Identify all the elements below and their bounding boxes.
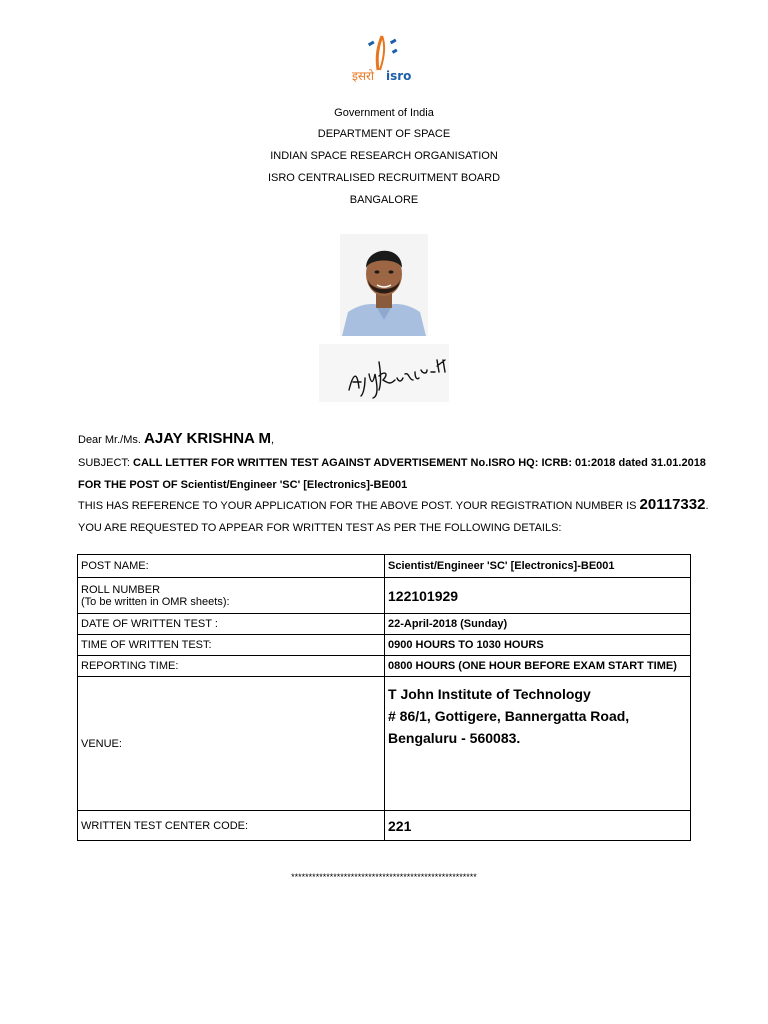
table-row (78, 555, 691, 578)
post-line: FOR THE POST OF Scientist/Engineer 'SC' [Electronics]-BE001 (78, 479, 408, 491)
post-name-value: Scientist/Engineer 'SC' [Electronics]-BE001 (385, 555, 691, 578)
header-line-1: Government of India (334, 107, 434, 119)
table-row (78, 811, 691, 841)
reference-text: THIS HAS REFERENCE TO YOUR APPLICATION FOR THE ABOVE POST. YOUR REGISTRATION NUMBER IS (78, 500, 637, 512)
venue-line-2: # 86/1, Gottigere, Bannergatta Road, (388, 708, 630, 724)
candidate-name: AJAY KRISHNA M (144, 430, 271, 447)
reporting-label: REPORTING TIME: (78, 656, 385, 677)
table-row (78, 635, 691, 656)
header-line-3: INDIAN SPACE RESEARCH ORGANISATION (270, 150, 498, 162)
logo-hindi-text: इसरो (352, 69, 375, 83)
venue-line-3: Bengaluru - 560083. (388, 730, 521, 746)
reporting-value: 0800 HOURS (ONE HOUR BEFORE EXAM START TIME) (385, 656, 691, 677)
candidate-signature (319, 344, 449, 402)
reference-line (78, 498, 709, 513)
table-row (78, 656, 691, 677)
footer-separator: ***************************************************** (291, 872, 477, 882)
name-suffix: , (271, 434, 275, 446)
logo-english-text: isro (386, 69, 412, 83)
isro-logo (348, 34, 420, 88)
venue-value (385, 677, 691, 811)
time-label: TIME OF WRITTEN TEST: (78, 635, 385, 656)
table-row (78, 677, 691, 811)
subject-label: SUBJECT: (78, 457, 130, 469)
reference-suffix: . (705, 500, 709, 512)
header-line-4: ISRO CENTRALISED RECRUITMENT BOARD (267, 172, 501, 184)
date-label: DATE OF WRITTEN TEST : (78, 614, 385, 635)
roll-number-label-cell (78, 578, 385, 614)
center-code-label: WRITTEN TEST CENTER CODE: (78, 811, 385, 841)
roll-number-label: ROLL NUMBER (81, 583, 161, 596)
subject-text: CALL LETTER FOR WRITTEN TEST AGAINST ADVERTISEMENT No.ISRO HQ: ICRB: 01:2018 dated 31.01.2018 (133, 457, 706, 469)
request-line: YOU ARE REQUESTED TO APPEAR FOR WRITTEN TEST AS PER THE FOLLOWING DETAILS: (78, 522, 562, 534)
roll-number-sublabel: (To be written in OMR sheets): (81, 595, 230, 608)
table-row (78, 614, 691, 635)
header-line-2: DEPARTMENT OF SPACE (317, 128, 451, 140)
salutation-line (78, 432, 274, 447)
date-value: 22-April-2018 (Sunday) (385, 614, 691, 635)
salutation: Dear Mr./Ms. (78, 434, 141, 446)
center-code-value: 221 (385, 811, 691, 841)
candidate-photo (340, 234, 428, 336)
venue-label: VENUE: (78, 677, 385, 811)
post-name-label: POST NAME: (78, 555, 385, 578)
venue-line-1: T John Institute of Technology (388, 686, 591, 702)
subject-line (78, 456, 706, 470)
time-value: 0900 HOURS TO 1030 HOURS (385, 635, 691, 656)
exam-details-table (77, 554, 691, 841)
header-line-5: BANGALORE (349, 194, 419, 206)
roll-number-value: 122101929 (385, 578, 691, 614)
table-row (78, 578, 691, 614)
registration-number: 20117332 (639, 496, 706, 513)
